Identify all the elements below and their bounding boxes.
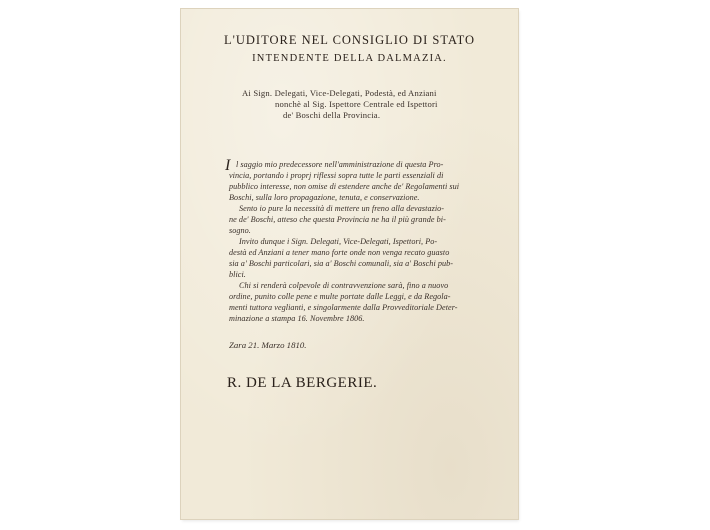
body-line: blici. (229, 270, 246, 279)
body-line: sogno. (229, 226, 251, 235)
body-line: Sento io pure la necessità di mettere un freno alla devastazio- (239, 204, 445, 213)
body-line: ne de' Boschi, atteso che questa Provincia ne ha il più grande bi- (229, 215, 446, 224)
body-line: Chi si renderà colpevole di contravvenzione sarà, fino a nuovo (239, 281, 449, 290)
body-line: destà ed Anziani a tener mano forte onde non venga recato guasto (229, 248, 450, 257)
body-line: pubblico interesse, non omise di estendere anche de' Regolamenti sui (229, 182, 460, 191)
address-line: Ai Sign. Delegati, Vice-Delegati, Podestà, ed Anziani (242, 88, 437, 98)
document-date: Zara 21. Marzo 1810. (229, 340, 307, 350)
body-line: sia a' Boschi particolari, sia a' Boschi comunali, sia a' Boschi pub- (229, 259, 454, 268)
document-title: L'UDITORE NEL CONSIGLIO DI STATO (223, 33, 476, 47)
address-line: de' Boschi della Provincia. (283, 110, 381, 120)
body-line: l saggio mio predecessore nell'amministrazione di questa Pro- (236, 160, 444, 169)
body-line: vincia, portando i proprj riflessi sopra tutte le parti essenziali di (229, 171, 444, 180)
document-subtitle: INTENDENTE DELLA DALMAZIA. (252, 53, 447, 64)
body-line: ordine, punito colle pene e multe portate dalle Leggi, e da Regola- (229, 292, 451, 301)
body-line: Invito dunque i Sign. Delegati, Vice-Delegati, Ispettori, Po- (239, 237, 438, 246)
body-line: Boschi, sulla loro propagazione, tenuta, e conservazione. (229, 193, 420, 202)
signature: R. DE LA BERGERIE. (227, 375, 378, 391)
body-line: menti tuttora veglianti, e singolarmente dalla Provveditoriale Deter- (229, 303, 458, 312)
body-line: minazione a stampa 16. Novembre 1806. (229, 314, 365, 323)
address-line: nonchè al Sig. Ispettore Centrale ed Ispettori (275, 99, 438, 109)
document-page (181, 9, 518, 519)
drop-initial: I (225, 157, 231, 174)
